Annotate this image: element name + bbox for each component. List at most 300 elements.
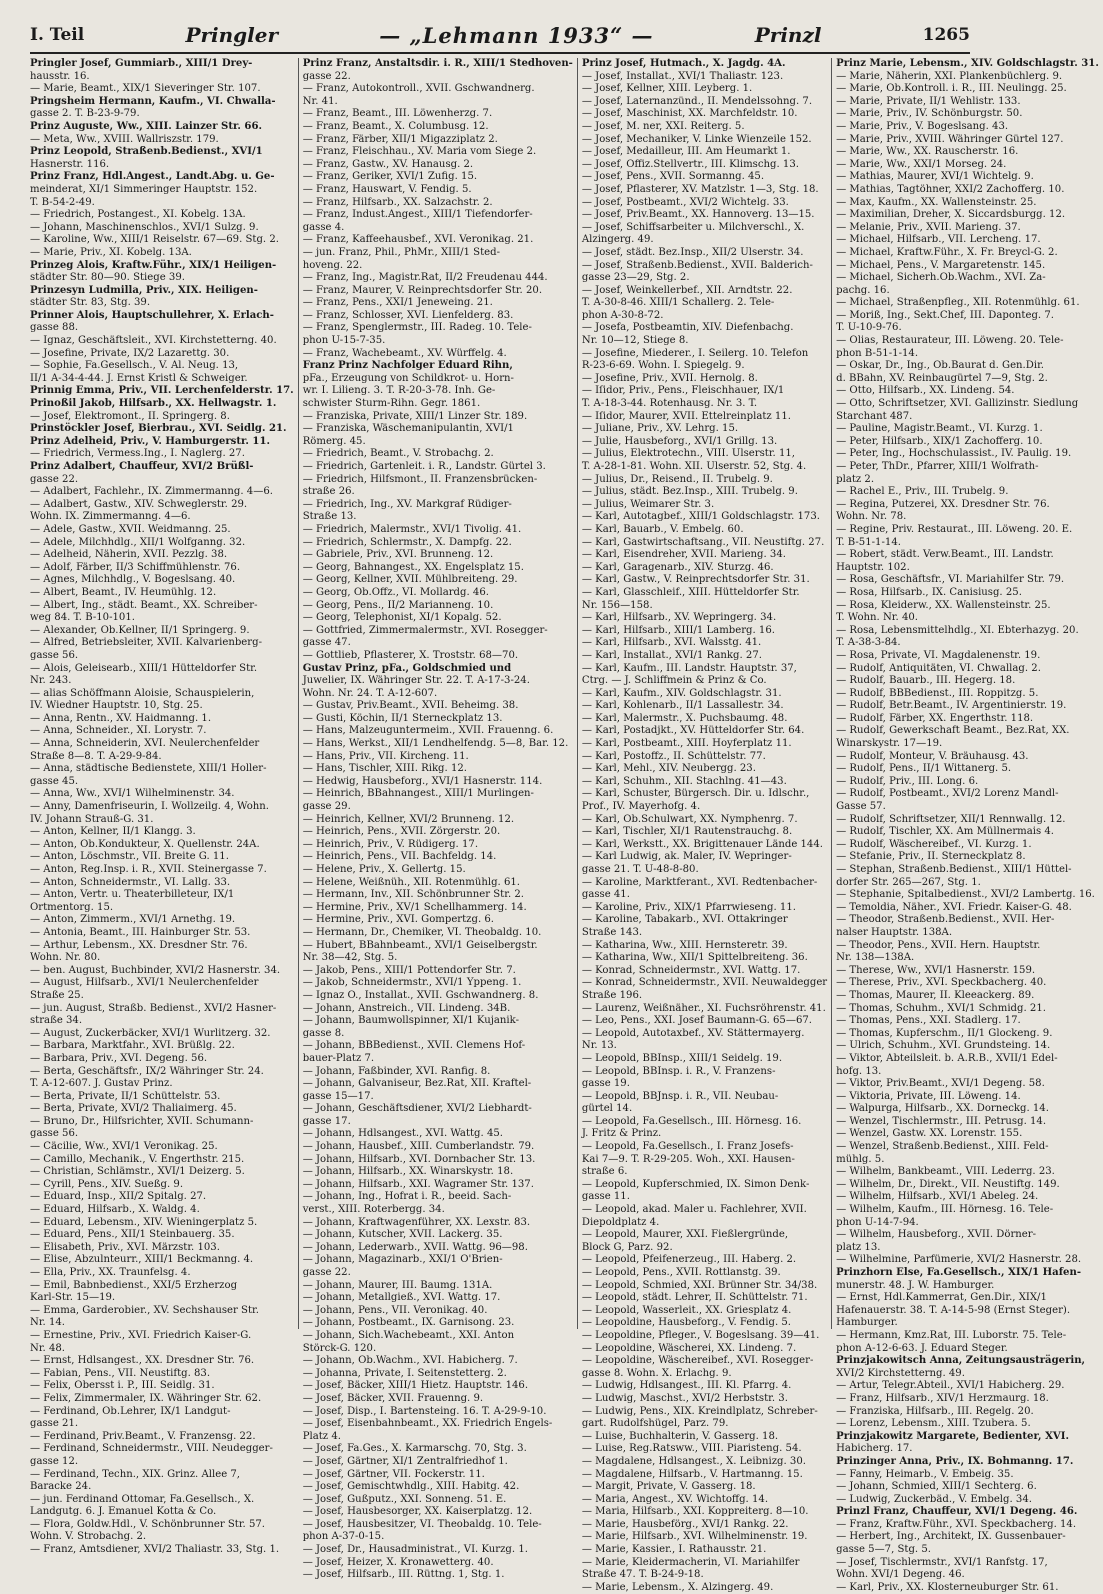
directory-entry-line: — Josef, Kellner, XIII. Leyberg. 1. xyxy=(581,83,753,95)
directory-entry-line: — Anna, städtische Bedienstete, XIII/1 Holler- xyxy=(30,763,267,775)
directory-entry-line: — Karoline, Tabakarb., XVI. Ottakringer xyxy=(581,914,788,926)
directory-entry-line: straße 34. xyxy=(30,1015,83,1027)
column-1 xyxy=(30,58,298,1556)
directory-entry-line: gasse 15—17. xyxy=(302,1090,374,1102)
directory-entry-line: gasse 4. xyxy=(302,221,345,233)
directory-entry-line: — Anton, Löschmstr., VII. Breite G. 11. xyxy=(30,851,229,863)
directory-entry-line: — Ludwig, Maschst., XVI/2 Herbststr. 3. xyxy=(581,1392,788,1404)
directory-entry-line: munerstr. 48. J. W. Hamburger. xyxy=(836,1279,995,1291)
directory-entry-line: Nr. 156—158. xyxy=(581,599,653,611)
directory-entry-line: — Gottfried, Zimmermalermstr., XVI. Rosegger- xyxy=(302,624,548,636)
directory-entry-line: — Barbara, Marktfahr., XVI. Brüßlg. 22. xyxy=(30,1040,235,1052)
directory-entry-line: — Franz, Hauswart, V. Fendig. 5. xyxy=(302,183,472,195)
directory-entry-line: Nr. 138—138A. xyxy=(836,952,915,964)
directory-entry-line: Straße 143. xyxy=(581,926,643,938)
directory-entry-line: — Heinrich, Pens., XVII. Zörgerstr. 20. xyxy=(302,826,501,838)
directory-entry-line: — Johann, Lederwarb., XVII. Wattg. 96—98. xyxy=(302,1241,528,1253)
directory-entry-line: — Leopold, Wasserleit., XX. Griesplatz 4. xyxy=(581,1304,792,1316)
directory-entry-line: gasse 47. xyxy=(302,637,351,649)
directory-entry-line: — Viktor, Priv.Beamt., XVI/1 Degeng. 58. xyxy=(836,1078,1045,1090)
directory-entry-line: — Friedrich, Hilfsmont., II. Franzensbrücken- xyxy=(302,473,538,485)
directory-entry-line: — Rudolf, Betr.Beamt., IV. Argentinierstr. 19. xyxy=(836,700,1067,712)
directory-entry-line: — Friedrich, Postangest., XI. Kobelg. 13A. xyxy=(30,209,246,221)
directory-entry-line: — Johann, Pens., VII. Veronikag. 40. xyxy=(302,1304,488,1316)
directory-entry-line: — Oskar, Dr., Ing., Ob.Baurat d. Gen.Dir. xyxy=(836,360,1045,372)
directory-entry-line: gasse 56. xyxy=(30,1128,79,1140)
directory-entry-line: — Julius, Elektrotechn., VIII. Ulserstr. 11, xyxy=(581,448,796,460)
directory-entry-line: — Fabian, Pens., VII. Neustiftg. 83. xyxy=(30,1367,211,1379)
directory-entry-line: — Stephanie, Spitalbedienst., XVI/2 Lambertg. 16. xyxy=(836,889,1095,901)
directory-entry-line: — Karl, Hilfsarb., XV. Wepringerg. 34. xyxy=(581,612,777,624)
directory-entry-line: verst., XIII. Roterbergg. 34. xyxy=(302,1204,445,1216)
directory-entry-line: Pringler Josef, Gummiarb., XIII/1 Drey- xyxy=(30,58,253,69)
directory-entry-line: — Cyrill, Pens., XIV. Sueßg. 9. xyxy=(30,1178,184,1190)
directory-entry-line: gasse 8. xyxy=(302,1027,345,1039)
directory-entry-line: — Luise, Buchhalterin, V. Gasserg. 18. xyxy=(581,1430,779,1442)
directory-entry-line: — Anton, Kellner, II/1 Klangg. 3. xyxy=(30,826,196,838)
directory-entry-line: — Karl, Postbeamt., XIII. Hoyferplatz 11. xyxy=(581,738,792,750)
directory-entry-line: — Josef, Maschinist, XX. Marchfeldstr. 10. xyxy=(581,108,798,120)
directory-entry-line: — Rudolf, Antiquitäten, VI. Chwallag. 2. xyxy=(836,662,1041,674)
directory-entry-line: — Leopold, Schmied, XXI. Brünner Str. 34/38. xyxy=(581,1279,818,1291)
directory-entry-line: — Rudolf, Priv., III. Long. 6. xyxy=(836,775,979,787)
directory-entry-line: — Johann, Metallgieß., XVI. Wattg. 17. xyxy=(302,1292,501,1304)
directory-entry-line: Störck-G. 120. xyxy=(302,1342,377,1354)
directory-entry-line: Hafenauerstr. 38. T. A-14-5-98 (Ernst Steger). xyxy=(836,1304,1071,1316)
directory-entry-line: Nr. 38—42, Stg. 5. xyxy=(302,952,398,964)
directory-entry-line: — Gusti, Köchin, II/1 Sterneckplatz 13. xyxy=(302,712,503,724)
directory-entry-line: T. Wohn. Nr. 40. xyxy=(836,612,918,624)
directory-entry-line: — Artur, Telegr.Abteil., XVI/1 Habicherg. 29. xyxy=(836,1380,1065,1392)
directory-entry-line: — Antonia, Beamt., III. Hainburger Str. 53. xyxy=(30,926,251,938)
directory-entry-line: — Ludwig, Zuckerbäd., V. Embelg. 34. xyxy=(836,1493,1032,1505)
directory-entry-line: — Josef, Dr., Hausadministrat., VI. Kurzg. 1. xyxy=(302,1544,528,1556)
directory-entry-line: — Heinrich, Kellner, XVI/2 Brunneng. 12. xyxy=(302,813,515,825)
directory-entry-line: — Hans, Werkst., XII/1 Lendhelfendg. 5—8, Bar. 12. xyxy=(302,738,569,750)
directory-entry-line: — Rudolf, Wäschereibef., VI. Kurzg. 1. xyxy=(836,838,1032,850)
directory-entry-line: — Juliane, Priv., XV. Lehrg. 15. xyxy=(581,423,739,435)
directory-entry-line: — Franz, Indust.Angest., XIII/1 Tiefendorfer- xyxy=(302,209,533,221)
directory-entry-line: — Theodor, Pens., XVII. Hern. Hauptstr. xyxy=(836,939,1041,951)
directory-entry-line: — Josefine, Private, IX/2 Lazarettg. 30. xyxy=(30,347,230,359)
directory-entry-line: — Gustav, Priv.Beamt., XVII. Beheimg. 38. xyxy=(302,700,519,712)
directory-entry-line: — Otto, Hilfsarb., XX. Lindeng. 54. xyxy=(836,385,1015,397)
column-3 xyxy=(577,58,831,1593)
directory-entry-line: — Michael, Sicherh.Ob.Wachm., XVI. Za- xyxy=(836,272,1046,284)
directory-entry-line: — Anton, Schneidermstr., VI. Lallg. 33. xyxy=(30,876,231,888)
directory-entry-line: — Franz, Beamt., X. Columbusg. 12. xyxy=(302,120,489,132)
directory-entry-line: — Gottlieb, Pflasterer, X. Troststr. 68—70. xyxy=(302,649,519,661)
directory-entry-line: — Karl, Hilfsarb., XVI. Walsstg. 41. xyxy=(581,637,762,649)
directory-entry-line: — Maria, Angest., XV. Wichtoffg. 14. xyxy=(581,1493,769,1505)
directory-entry-line: — Eduard, Pens., XII/1 Steinbauerg. 35. xyxy=(30,1229,235,1241)
directory-entry-line: — Viktoria, Private, III. Löweng. 14. xyxy=(836,1090,1021,1102)
directory-entry-line: — Josef, Fa.Ges., X. Karmarschg. 70, Stg. 3. xyxy=(302,1443,527,1455)
directory-entry-line: — Marie, Lebensm., X. Alzingerg. 49. xyxy=(581,1581,774,1593)
directory-entry-line: — Karl, Tischler, XI/1 Rautenstrauchg. 8. xyxy=(581,826,793,838)
directory-entry-line: — Heinrich, BBahnangest., XIII/1 Murlingen- xyxy=(302,788,534,800)
directory-entry-line: — Ella, Priv., XX. Traunfelsg. 4. xyxy=(30,1267,191,1278)
directory-entry-line: — Leopold, Kupferschmied, IX. Simon Denk- xyxy=(581,1178,810,1190)
directory-entry-line: — Franz, Spenglermstr., III. Radeg. 10. Tele- xyxy=(302,322,532,334)
directory-entry-line: Prinoßil Jakob, Hilfsarb., XX. Hellwagstr. 1. xyxy=(30,398,277,410)
directory-entry-line: gasse 45. xyxy=(30,775,79,787)
directory-entry-line: — Georg, Pens., II/2 Marianneng. 10. xyxy=(302,599,494,611)
directory-entry-line: — jun. August, Straßb. Bedienst., XVI/2 Hasner- xyxy=(30,1002,277,1014)
directory-entry-line: — alias Schöffmann Aloisie, Schauspielerin, xyxy=(30,687,255,699)
directory-entry-line: Baracke 24. xyxy=(30,1481,92,1493)
directory-entry-line: Landgutg. 6. J. Emanuel Kotta & Co. xyxy=(30,1506,217,1518)
directory-entry-line: hofg. 13. xyxy=(836,1065,882,1077)
directory-entry-line: — Wilhelm, Bankbeamt., VIII. Lederrg. 23. xyxy=(836,1166,1055,1178)
directory-entry-line: — Peter, Hilfsarb., XIX/1 Zachofferg. 10. xyxy=(836,435,1043,447)
directory-entry-line: — Anna, Schneider., XI. Lorystr. 7. xyxy=(30,725,207,737)
directory-entry-line: Juwelier, IX. Währinger Str. 22. T. A-17-3-24. xyxy=(302,675,530,687)
directory-entry-line: — Ernestine, Priv., XVI. Friedrich Kaiser-G. xyxy=(30,1329,252,1341)
directory-entry-line: — Eduard, Hilfsarb., X. Waldg. 4. xyxy=(30,1204,200,1216)
directory-entry-line: gasse 56. xyxy=(30,649,79,661)
directory-entry-line: Prinzjakowitsch Anna, Zeitungsausträgerin, xyxy=(836,1355,1086,1367)
directory-entry-line: — Heinrich, Priv., V. Rüdigerg. 17. xyxy=(302,838,479,850)
directory-entry-line: Prinzl Franz, Chauffeur, XVI/1 Degeng. 46. xyxy=(836,1506,1078,1518)
directory-entry-line: — Rosa, Kleiderw., XX. Wallensteinstr. 25. xyxy=(836,599,1051,611)
directory-entry-line: — Karl, Werkstt., XX. Brigittenauer Lände 144. xyxy=(581,838,823,850)
directory-entry-line: — Felix, Obersst i. P., III. Seidlg. 31. xyxy=(30,1380,215,1392)
directory-entry-line: bauer-Platz 7. xyxy=(302,1052,375,1064)
directory-entry-line: — Johann, Kutscher, XVII. Lackerg. 35. xyxy=(302,1229,503,1241)
directory-entry-line: — Hans, Tischler, XIII. Rikg. 12. xyxy=(302,763,467,775)
directory-entry-line: — Josef, Elektromont., II. Springerg. 8. xyxy=(30,410,230,422)
directory-entry-line: — Viktor, Abteilsleit. b. A.R.B., XVII/1 Edel- xyxy=(836,1052,1058,1064)
directory-entry-line: mühlg. 5. xyxy=(836,1153,885,1165)
directory-entry-line: — Adele, Milchhdlg., XII/1 Wolfganng. 32. xyxy=(30,536,246,548)
directory-entry-line: — Marie, Private, II/1 Wehlistr. 133. xyxy=(836,95,1021,107)
directory-entry-line: — Josef, Eisenbahnbeamt., XX. Friedrich Engels- xyxy=(302,1418,553,1430)
directory-entry-line: straße 26. xyxy=(302,486,355,498)
directory-entry-line: — Mathias, Maurer, XVI/1 Wichtelg. 9. xyxy=(836,171,1034,183)
directory-entry-line: — Leopoldine, Wäscherei, XX. Lindeng. 7. xyxy=(581,1342,797,1354)
directory-entry-line: — Helene, Priv., X. Gellertg. 15. xyxy=(302,864,466,875)
directory-entry-line: — Anton, Reg.Insp. i. R., XVII. Steinergasse 7. xyxy=(30,864,267,875)
directory-entry-line: Straße 25. xyxy=(30,989,84,1001)
directory-entry-line: — Ernst, Hdlsangest., XX. Dresdner Str. 76. xyxy=(30,1355,255,1367)
directory-entry-line: — Rudolf, Schriftsetzer, XII/1 Rennwallg. 12. xyxy=(836,813,1066,825)
directory-entry-line: — Ferdinand, Priv.Beamt., V. Franzensg. 22. xyxy=(30,1430,256,1442)
directory-entry-line: — Temoldia, Näher., XVI. Friedr. Kaiser-G. 48. xyxy=(836,901,1072,913)
directory-entry-line: gasse 22. xyxy=(302,70,351,82)
directory-entry-line: — August, Hilfsarb., XVI/1 Neulerchenfelder xyxy=(30,977,259,989)
directory-entry-line: — Franz, Pens., XXI/1 Jeneweing. 21. xyxy=(302,297,493,309)
directory-entry-line: R-23-6-69. Wohn. I. Spiegelg. 9. xyxy=(581,360,745,372)
directory-entry-line: — Josef, M. ner, XXI. Reiterg. 5. xyxy=(581,120,745,132)
directory-entry-line: — Wenzel, Straßenb.Bedienst., XIII. Feld- xyxy=(836,1141,1049,1153)
directory-entry-line: — Therese, Ww., XVI/1 Hasnerstr. 159. xyxy=(836,964,1036,976)
directory-entry-line: — Johann, Anstreich., VII. Lindeng. 34B. xyxy=(302,1002,511,1014)
directory-entry-line: — Johann, Magazinarb., XXI/1 O'Brien- xyxy=(302,1254,503,1266)
directory-entry-line: — Karl, Installat., XVI/1 Rankg. 27. xyxy=(581,649,762,661)
directory-entry-line: — Johann, Hdlsangest., XVI. Wattg. 45. xyxy=(302,1128,503,1140)
directory-entry-line: — Marie, Priv., XVIII. Währinger Gürtel 127. xyxy=(836,133,1064,145)
directory-entry-line: T. A-28-1-81. Wohn. XII. Ulserstr. 52, Stg. 4. xyxy=(581,461,807,472)
directory-entry-line: — Josef, Heizer, X. Kronawetterg. 40. xyxy=(302,1556,494,1568)
directory-entry-line: — Anna, Rentn., XV. Haidmanng. 1. xyxy=(30,712,212,724)
directory-entry-line: — Friedrich, Beamt., V. Strobachg. 2. xyxy=(302,448,494,460)
directory-entry-line: — Franz, Kraftw.Führ., XVI. Speckbacherg. 14. xyxy=(836,1518,1077,1530)
directory-entry-line: — Julie, Hausbeforg., XVI/1 Grillg. 13. xyxy=(581,435,778,447)
directory-entry-line: — jun. Ferdinand Ottomar, Fa.Gesellsch., X. xyxy=(30,1493,255,1505)
directory-entry-line: — Franz, Amtsdiener, XVI/2 Thaliastr. 33, Stg. 1. xyxy=(30,1544,280,1556)
directory-entry-line: — Leopold, Fa.Gesellsch., III. Hörnesg. 16. xyxy=(581,1115,802,1127)
directory-entry-line: gasse 88. xyxy=(30,322,79,334)
directory-entry-line: Platz 4. xyxy=(302,1430,341,1442)
directory-entry-line: — Adelheid, Näherin, XVII. Pezzlg. 38. xyxy=(30,549,228,561)
directory-entry-line: — Agnes, Milchhdlg., V. Bogeslsang. 40. xyxy=(30,574,236,586)
directory-entry-line: — Marie, Priv., V. Bogeslsang. 43. xyxy=(836,120,1009,132)
directory-entry-line: — Josef, Disp., I. Bartensteing. 16. T. A-29-9-10. xyxy=(302,1405,547,1417)
directory-entry-line: — Pauline, Magistr.Beamt., VI. Kurzg. 1. xyxy=(836,423,1043,435)
directory-entry-line: — Karl, Ob.Schulwart, XX. Nymphenrg. 7. xyxy=(581,813,798,825)
directory-entry-line: — Heinrich, Pens., VII. Bachfeldg. 14. xyxy=(302,851,497,863)
directory-entry-line: Prinz Franz, Hdl.Angest., Landt.Abg. u. Ge- xyxy=(30,171,275,183)
directory-entry-line: — Therese, Priv., XVI. Speckbacherg. 40. xyxy=(836,977,1047,989)
directory-entry-line: Ortmentorg. 15. xyxy=(30,901,114,913)
directory-entry-line: — Wilhelm, Hausbeforg., XVII. Dörner- xyxy=(836,1229,1037,1241)
directory-entry-line: gasse 2. T. B-23-9-79. xyxy=(30,108,140,120)
directory-entry-line: — Josef, städt. Bez.Insp., XII/2 Ulserstr. 34. xyxy=(581,246,804,258)
directory-entry-line: Prinzinger Anna, Priv., IX. Bohmanng. 17. xyxy=(836,1455,1074,1467)
directory-entry-line: — Wilhelm, Dr., Direkt., VII. Neustiftg. 149. xyxy=(836,1178,1060,1190)
directory-entry-line: — Franz, Fleischhau., XV. Maria vom Siege 2. xyxy=(302,146,537,158)
directory-entry-line: — Karl, Gastw., V. Reinprechtsdorfer Str. 31. xyxy=(581,574,810,586)
directory-entry-line: — Karl, Schuster, Bürgersch. Dir. u. Idlschr., xyxy=(581,788,810,800)
directory-entry-line: — Wilhelmine, Parfümerie, XVI/2 Hasnerstr. 28. xyxy=(836,1254,1082,1266)
directory-entry-line: — Georg, Telephonist, XI/1 Kopalg. 52. xyxy=(302,612,502,624)
directory-entry-line: — Max, Kaufm., XX. Wallensteinstr. 25. xyxy=(836,196,1037,208)
directory-entry-line: phon A-30-8-72. xyxy=(581,309,664,321)
directory-entry-line: — Franz, Ing., Magistr.Rat, II/2 Freudenau 444. xyxy=(302,272,548,284)
directory-entry-line: hausstr. 16. xyxy=(30,70,90,82)
directory-entry-line: gürtel 14. xyxy=(581,1103,633,1115)
directory-entry-line: — Otto, Schriftsetzer, XVI. Gallizinstr. Siedlung xyxy=(836,398,1079,410)
directory-entry-line: — Franz, Kaffeehausbef., XVI. Veronikag. 21. xyxy=(302,234,534,246)
directory-entry-line: — Walpurga, Hilfsarb., XX. Dorneckg. 14. xyxy=(836,1103,1049,1115)
directory-entry-line: — Rudolf, Pens., II/1 Wittanerg. 5. xyxy=(836,763,1012,775)
directory-entry-line: T. A-30-8-46. XIII/1 Schallerg. 2. Tele- xyxy=(581,297,775,309)
directory-entry-line: — Johann, Galvaniseur, Bez.Rat, XII. Kraftel- xyxy=(302,1078,532,1090)
directory-entry-line: — Marie, Hausbeförg., XVI/1 Rankg. 22. xyxy=(581,1518,789,1530)
directory-entry-line: — Berta, Geschäftsfr., IX/2 Währinger Str. 24. xyxy=(30,1065,264,1077)
directory-entry-line: — Friedrich, Ing., XV. Markgraf Rüdiger- xyxy=(302,498,512,510)
directory-entry-line: — Josef, Hausbesorger, XX. Kaiserplatzg. 12. xyxy=(302,1506,533,1518)
directory-entry-line: phon A-12-6-63. J. Eduard Steger. xyxy=(836,1342,1008,1354)
directory-entry-line: — Franz, Wachebeamt., XV. Würffelg. 4. xyxy=(302,347,507,359)
directory-entry-line: Prinz Leopold, Straßenb.Bedienst., XVI/1 xyxy=(30,146,263,158)
directory-entry-line: Straße 47. T. B-24-9-18. xyxy=(581,1569,704,1581)
directory-entry-line: weg 84. T. B-10-101. xyxy=(30,612,135,624)
directory-entry-line: — Leopold, Fa.Gesellsch., I. Franz Josefs- xyxy=(581,1141,794,1153)
directory-entry-line: Prinz Marie, Lebensm., XIV. Goldschlagstr. 31. xyxy=(836,58,1099,69)
directory-entry-line: — Ignaz O., Installat., XVII. Gschwandnerg. 8. xyxy=(302,989,539,1001)
directory-entry-line: — Marie, Ob.Kontroll. i. R., III. Neulingg. 25. xyxy=(836,83,1067,95)
directory-entry-line: — Johann, Ob.Wachm., XVI. Habicherg. 7. xyxy=(302,1355,518,1367)
directory-entry-line: — Josef, Medailleur, III. Am Heumarkt 1. xyxy=(581,146,791,158)
directory-entry-line: — Regina, Putzerei, XX. Dresdner Str. 76. xyxy=(836,498,1050,510)
directory-entry-line: — Josef, Hilfsarb., III. Rüttng. 1, Stg. 1. xyxy=(302,1569,505,1581)
directory-entry-line: — Christian, Schlämstr., XVI/1 Deizerg. 5. xyxy=(30,1166,245,1178)
directory-entry-line: — Wenzel, Tischlermstr., III. Petrusg. 14. xyxy=(836,1115,1047,1127)
directory-entry-line: Block G, Parz. 92. xyxy=(581,1241,673,1253)
directory-entry-line: hoveng. 22. xyxy=(302,259,363,271)
directory-entry-line: — Laurenz, Weißnäher., XI. Fuchsröhrenstr. 41. xyxy=(581,1002,826,1014)
directory-entry-line: — Josef, Laternanzünd., II. Mendelssohng. 7. xyxy=(581,95,813,107)
directory-entry-line: — Leopoldine, Wäschereibef., XVI. Rosegger- xyxy=(581,1355,814,1367)
directory-entry-line: — Rosa, Private, VI. Magdalenenstr. 19. xyxy=(836,649,1041,661)
directory-entry-line: — Julius, Dr., Reisend., II. Trubelg. 9. xyxy=(581,473,773,485)
directory-entry-line: Prof., IV. Mayerhofg. 4. xyxy=(581,801,701,813)
directory-entry-line: — Michael, Hilfsarb., VII. Lercheng. 17. xyxy=(836,234,1041,246)
directory-entry-line: — Josef, Pflasterer, XV. Matzlstr. 1—3, Stg. 18. xyxy=(581,183,819,195)
directory-entry-line: — Franz, Geriker, XVI/1 Zufig. 15. xyxy=(302,171,478,183)
directory-entry-line: Hasnerstr. 116. xyxy=(30,158,110,170)
directory-entry-line: — Marie, Priv., XI. Kobelg. 13A. xyxy=(30,246,192,258)
directory-entry-line: — Anny, Damenfriseurin, I. Wollzeilg. 4, Wohn. xyxy=(30,801,270,813)
directory-entry-line: Prinzesyn Ludmilla, Priv., XIX. Heiligen- xyxy=(30,284,258,296)
directory-entry-line: Prinstöckler Josef, Bierbrau., XVI. Seidlg. 21. xyxy=(30,423,287,435)
directory-entry-line: pFa., Erzeugung von Schildkrot- u. Horn- xyxy=(302,372,514,384)
directory-entry-line: Prinzjakowitz Margarete, Bedienter, XVI. xyxy=(836,1430,1069,1442)
directory-entry-line: — Josef, Gemischtwhdlg., XIII. Habitg. 42. xyxy=(302,1481,520,1493)
directory-entry-line: — Jakob, Schneidermstr., XVI/1 Yppeng. 1. xyxy=(302,977,522,989)
directory-entry-line: — Adele, Gastw., XVII. Weidmanng. 25. xyxy=(30,523,231,535)
directory-entry-line: — Friedrich, Malermstr., XVI/1 Tivolig. 41. xyxy=(302,523,522,535)
directory-entry-line: — Rudolf, Monteur, V. Bräuhausg. 43. xyxy=(836,750,1029,762)
directory-entry-line: — Eduard, Insp., XII/2 Spitalg. 27. xyxy=(30,1191,207,1203)
directory-entry-line: — Margit, Private, V. Gasserg. 18. xyxy=(581,1481,756,1493)
directory-entry-line: Habicherg. 17. xyxy=(836,1443,913,1455)
directory-entry-line: — Franziska, Private, XIII/1 Linzer Str. 189. xyxy=(302,410,528,422)
directory-entry-line: T. A-38-3-84. xyxy=(836,637,901,649)
directory-entry-line: — Anna, Schneiderin, XVI. Neulerchenfelder xyxy=(30,738,260,750)
directory-entry-line: — Johann, Schmied, XIII/1 Sechterg. 6. xyxy=(836,1481,1037,1493)
directory-entry-line: Prinz Adalbert, Chauffeur, XVI/2 Brüßl- xyxy=(30,461,254,472)
directory-entry-line: — Leopold, Pens., XVII. Rottlanstg. 39. xyxy=(581,1267,781,1278)
directory-entry-line: — Wenzel, Gastw. XX. Lorenstr. 155. xyxy=(836,1128,1023,1140)
directory-entry-line: — Karl, Priv., XX. Klosterneuburger Str. 61. xyxy=(836,1581,1059,1593)
directory-entry-line: — Konrad, Schneidermstr., XVI. Wattg. 17. xyxy=(581,964,801,976)
directory-entry-line: — Leopold, Pfeifenerzeug., III. Haberg. 2. xyxy=(581,1254,797,1266)
directory-entry-line: — Jakob, Pens., XIII/1 Pottendorfer Str. 7. xyxy=(302,964,516,976)
directory-entry-line: — Michael, Pens., V. Margaretenstr. 145. xyxy=(836,259,1046,271)
directory-entry-line: — Josef, Gärtner, VII. Fockerstr. 11. xyxy=(302,1468,485,1480)
directory-entry-line: — Karl, Gastwirtschaftsang., VII. Neustiftg. 27. xyxy=(581,536,825,548)
directory-entry-line: — Rudolf, BBBedienst., III. Roppitzg. 5. xyxy=(836,687,1039,699)
directory-entry-line: phon U-14-7-94. xyxy=(836,1216,919,1228)
directory-entry-line: — Karl, Bauarb., V. Embelg. 60. xyxy=(581,523,744,535)
directory-entry-line: — Rudolf, Gewerkschaft Beamt., Bez.Rat, XX. xyxy=(836,725,1070,737)
directory-entry-line: — Josef, Pens., XVII. Sormanng. 45. xyxy=(581,171,765,183)
directory-entry-line: phon U-15-7-35. xyxy=(302,335,386,347)
directory-entry-line: — Ferdinand, Ob.Lehrer, IX/1 Landgut- xyxy=(30,1405,231,1417)
directory-entry-line: — Johann, Ing., Hofrat i. R., beeid. Sach- xyxy=(302,1191,512,1203)
directory-entry-line: — Johann, Faßbinder, XVI. Ranfig. 8. xyxy=(302,1065,491,1077)
directory-entry-line: — Karoline, Ww., XIII/1 Reiselstr. 67—69. Stg. 2. xyxy=(30,234,279,246)
directory-entry-line: — Magdalene, Hdlsangest., X. Leibnizg. 30. xyxy=(581,1455,806,1467)
directory-entry-line: — Berta, Private, II/1 Schüttelstr. 53. xyxy=(30,1090,221,1102)
directory-entry-line: — Ernst, Hdl.Kammerrat, Gen.Dir., XIX/1 xyxy=(836,1292,1047,1304)
directory-entry-line: — Thomas, Schuhm., XVI/1 Schmidg. 21. xyxy=(836,1002,1046,1014)
directory-entry-line: — Josefa, Postbeamtin, XIV. Diefenbachg. xyxy=(581,322,794,334)
directory-entry-line: — Karl, Glasschleif., XIII. Hütteldorfer Str. xyxy=(581,586,800,598)
directory-entry-line: J. Fritz & Prinz. xyxy=(581,1128,662,1140)
directory-entry-line: — Alfred, Betriebsleiter, XVII. Kalvarienberg- xyxy=(30,637,262,649)
directory-entry-line: — Marie, Ww., XX. Rauscherstr. 16. xyxy=(836,146,1019,158)
directory-entry-line: — August, Zuckerbäcker, XVI/1 Wurlitzerg. 32. xyxy=(30,1027,271,1039)
directory-entry-line: gasse 22. xyxy=(30,473,79,485)
directory-entry-line: Nr. 13. xyxy=(581,1040,617,1052)
directory-entry-line: — Maria, Hilfsarb., XXI. Koppreiterg. 8—10. xyxy=(581,1506,809,1518)
directory-entry-line: — Julius, Weimarer Str. 3. xyxy=(581,498,715,510)
directory-entry-line: — Franz, Hilfsarb., XX. Salzachstr. 2. xyxy=(302,196,493,208)
directory-entry-line: Starchant 487. xyxy=(836,410,913,422)
directory-entry-line: wr. I. Lilieng. 3. T. R-20-3-78. Inh. Ge- xyxy=(302,385,496,397)
directory-entry-line: — Ignaz, Geschäftsleit., XVI. Kirchstetterng. 40. xyxy=(30,335,277,347)
directory-entry-line: — Josef, Bäcker, XVII. Frauenng. 9. xyxy=(302,1392,484,1404)
directory-entry-line: Hauptstr. 102. xyxy=(836,561,910,573)
directory-entry-line: — Karl, Garagenarb., XIV. Sturzg. 46. xyxy=(581,561,774,573)
directory-entry-line: — Felix, Zimmermaler, IX. Währinger Str. 62. xyxy=(30,1392,262,1404)
directory-entry-line: — Leopold, Maurer, XXI. Fießlergründe, xyxy=(581,1229,789,1241)
directory-entry-line: straße 6. xyxy=(581,1166,628,1178)
directory-entry-line: nalser Hauptstr. 138A. xyxy=(836,926,953,938)
directory-entry-line: städter Str. 83, Stg. 39. xyxy=(30,297,151,309)
directory-entry-line: — Anton, Ob.Kondukteur, X. Quellenstr. 24A. xyxy=(30,838,260,850)
directory-entry-line: — Marie, Hilfsarb., XVI. Wilhelminenstr. 19. xyxy=(581,1531,808,1543)
directory-entry-line: — Franziska, Hilfsarb., III. Regelg. 20. xyxy=(836,1405,1034,1417)
directory-entry-line: — Georg, Bahnangest., XX. Engelsplatz 15. xyxy=(302,561,524,573)
directory-entry-line: — jun. Franz, Phil., PhMr., XIII/1 Sted- xyxy=(302,246,500,258)
directory-entry-line: — Franz, Maurer, V. Reinprechtsdorfer Str. 20. xyxy=(302,284,543,296)
directory-entry-line: — Leopold, BBJnsp. i. R., VII. Neubau- xyxy=(581,1090,779,1102)
directory-entry-line: — Rosa, Lebensmittelhdlg., XI. Ebterhazyg. 20. xyxy=(836,624,1079,636)
directory-entry-line: Nr. 14. xyxy=(30,1317,66,1329)
directory-entry-line: — Stefanie, Priv., II. Sterneckplatz 8. xyxy=(836,851,1026,863)
directory-entry-line: — Johann, Sich.Wachebeamt., XXI. Anton xyxy=(302,1329,515,1341)
directory-entry-line: gasse 22. xyxy=(302,1267,351,1278)
column-4 xyxy=(831,58,1103,1593)
directory-entry-line: — Emil, Babnbedienst., XXI/5 Erzherzog xyxy=(30,1279,238,1291)
directory-entry-line: — Karl, Postoffz., II. Schüttelstr. 77. xyxy=(581,750,766,762)
directory-entry-line: — Rudolf, Färber, XX. Engerthstr. 118. xyxy=(836,712,1034,724)
directory-entry-line: — Luise, Reg.Ratsww., VIII. Piaristeng. 54. xyxy=(581,1443,802,1455)
directory-entry-line: — Stephan, Straßenb.Bedienst., XIII/1 Hüttel- xyxy=(836,864,1072,875)
directory-entry-line: Winarskystr. 17—19. xyxy=(836,738,943,750)
directory-entry-line: — Hedwig, Hausbeforg., XVI/1 Hasnerstr. 114. xyxy=(302,775,543,787)
directory-entry-line: — Elisabeth, Priv., XVI. Märzstr. 103. xyxy=(30,1241,220,1253)
directory-entry-line: — Thomas, Pens., XXI. Stadlerg. 17. xyxy=(836,1015,1021,1027)
directory-entry-line: — Johann, Maschinenschlos., XVI/1 Sulzg. 9. xyxy=(30,221,259,233)
directory-entry-line: — Josef, Mechaniker, V. Linke Wienzeile 152. xyxy=(581,133,812,145)
directory-entry-line: — Alexander, Ob.Kellner, II/1 Springerg. 9. xyxy=(30,624,250,636)
page-number: 1265 xyxy=(922,25,970,45)
directory-entry-line: — Mathias, Tagtöhner, XXI/2 Zachofferg. 10. xyxy=(836,183,1065,195)
directory-entry-line: — Ferdinand, Techn., XIX. Grinz. Allee 7, xyxy=(30,1468,241,1480)
directory-entry-line: — Wilhelm, Kaufm., III. Hörnesg. 16. Tele- xyxy=(836,1204,1054,1216)
directory-entry-line: d. BBahn, XV. Reinbaugürtel 7—9, Stg. 2. xyxy=(836,372,1048,384)
directory-entry-line: gasse 29. xyxy=(302,801,351,813)
directory-entry-line: — Theodor, Straßenb.Bedienst., XVII. Her- xyxy=(836,914,1055,926)
directory-entry-line: — Franz, Hilfsarb., XIV/1 Herzmaurg. 18. xyxy=(836,1392,1049,1404)
directory-entry-line: Ctrg. — J. Schliffmein & Prinz & Co. xyxy=(581,675,767,687)
